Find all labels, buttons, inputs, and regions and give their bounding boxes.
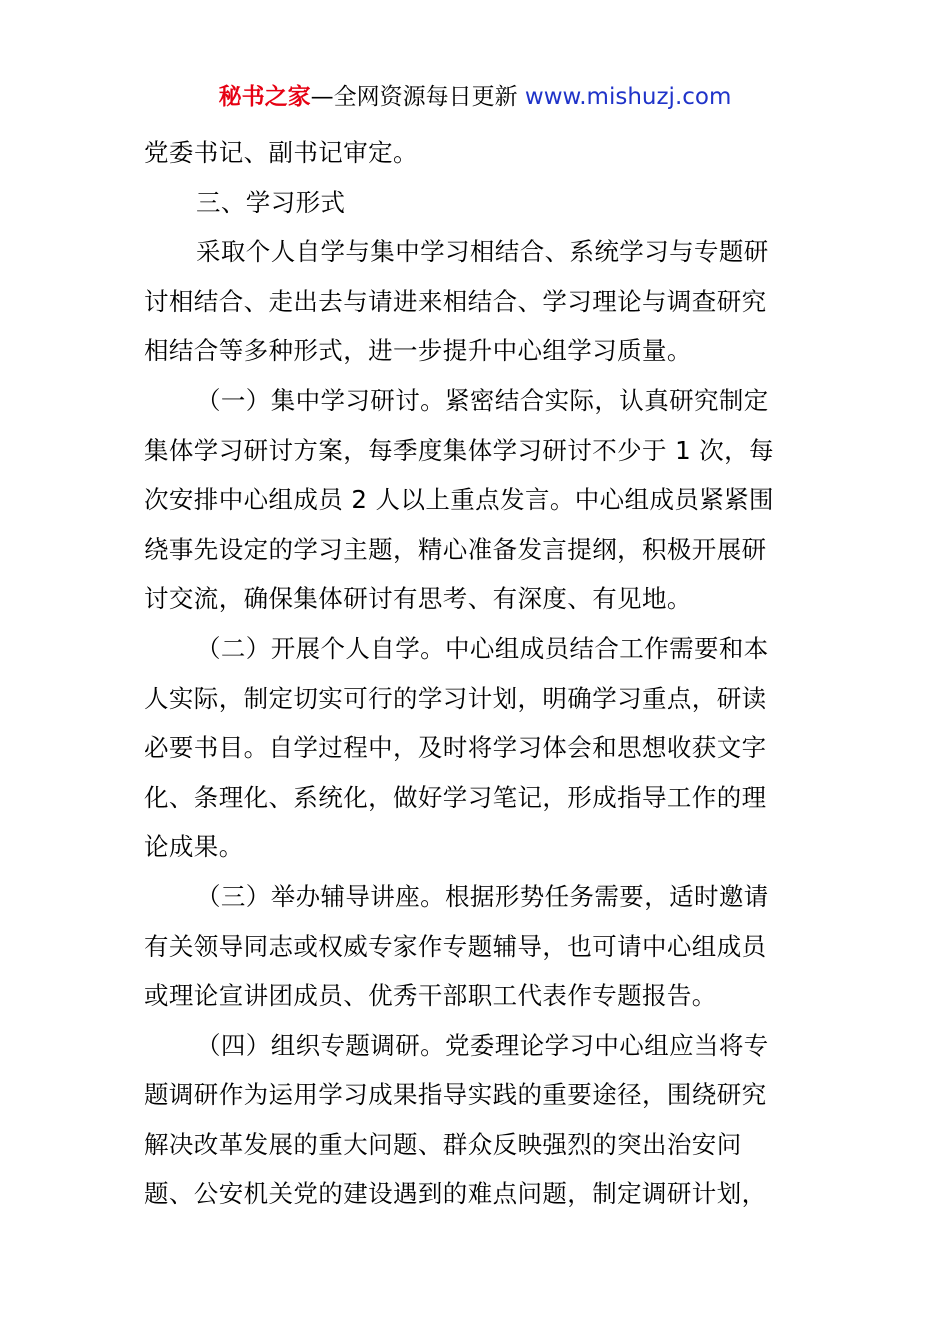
text-line: 讨交流，确保集体研讨有思考、有深度、有见地。 — [144, 584, 692, 614]
text-line: （四）组织专题调研。党委理论学习中心组应当将专 — [196, 1030, 769, 1060]
text-line: 有关领导同志或权威专家作专题辅导，也可请中心组成员 — [144, 931, 767, 961]
text-line: 党委书记、副书记审定。 — [144, 138, 418, 167]
page-header — [0, 80, 950, 114]
text-line: 相结合等多种形式，进一步提升中心组学习质量。 — [144, 336, 692, 366]
text-line: 题、公安机关党的建设遇到的难点问题，制定调研计划， — [144, 1179, 767, 1209]
document-body — [144, 128, 808, 1219]
text-line: 解决改革发展的重大问题、群众反映强烈的突出治安问 — [144, 1129, 742, 1159]
header-brand: 秘书之家 — [218, 84, 311, 110]
text-line: 或理论宣讲团成员、优秀干部职工代表作专题报告。 — [144, 981, 717, 1011]
text-line: 集体学习研讨方案，每季度集体学习研讨不少于 1 次，每 — [144, 435, 774, 465]
text-line: 讨相结合、走出去与请进来相结合、学习理论与调查研究 — [144, 286, 767, 316]
text-line: 必要书目。自学过程中，及时将学习体会和思想收获文字 — [144, 733, 767, 763]
text-line: （二）开展个人自学。中心组成员结合工作需要和本 — [196, 633, 769, 663]
text-line: 人实际，制定切实可行的学习计划，明确学习重点，研读 — [144, 683, 767, 713]
section-heading: 三、学习形式 — [196, 187, 346, 217]
text-line: 题调研作为运用学习成果指导实践的重要途径，围绕研究 — [144, 1080, 767, 1110]
text-line: 论成果。 — [144, 832, 244, 862]
text-line: （三）举办辅导讲座。根据形势任务需要，适时邀请 — [196, 881, 769, 911]
text-line: （一）集中学习研讨。紧密结合实际，认真研究制定 — [196, 385, 769, 415]
header-url-link[interactable]: www.mishuzj.com — [524, 84, 732, 110]
text-line: 化、条理化、系统化，做好学习笔记，形成指导工作的理 — [144, 782, 767, 812]
text-line: 绕事先设定的学习主题，精心准备发言提纲，积极开展研 — [144, 534, 767, 564]
header-slogan: —全网资源每日更新 — [310, 84, 525, 110]
text-line: 次安排中心组成员 2 人以上重点发言。中心组成员紧紧围 — [144, 485, 774, 515]
text-line: 采取个人自学与集中学习相结合、系统学习与专题研 — [196, 237, 769, 267]
